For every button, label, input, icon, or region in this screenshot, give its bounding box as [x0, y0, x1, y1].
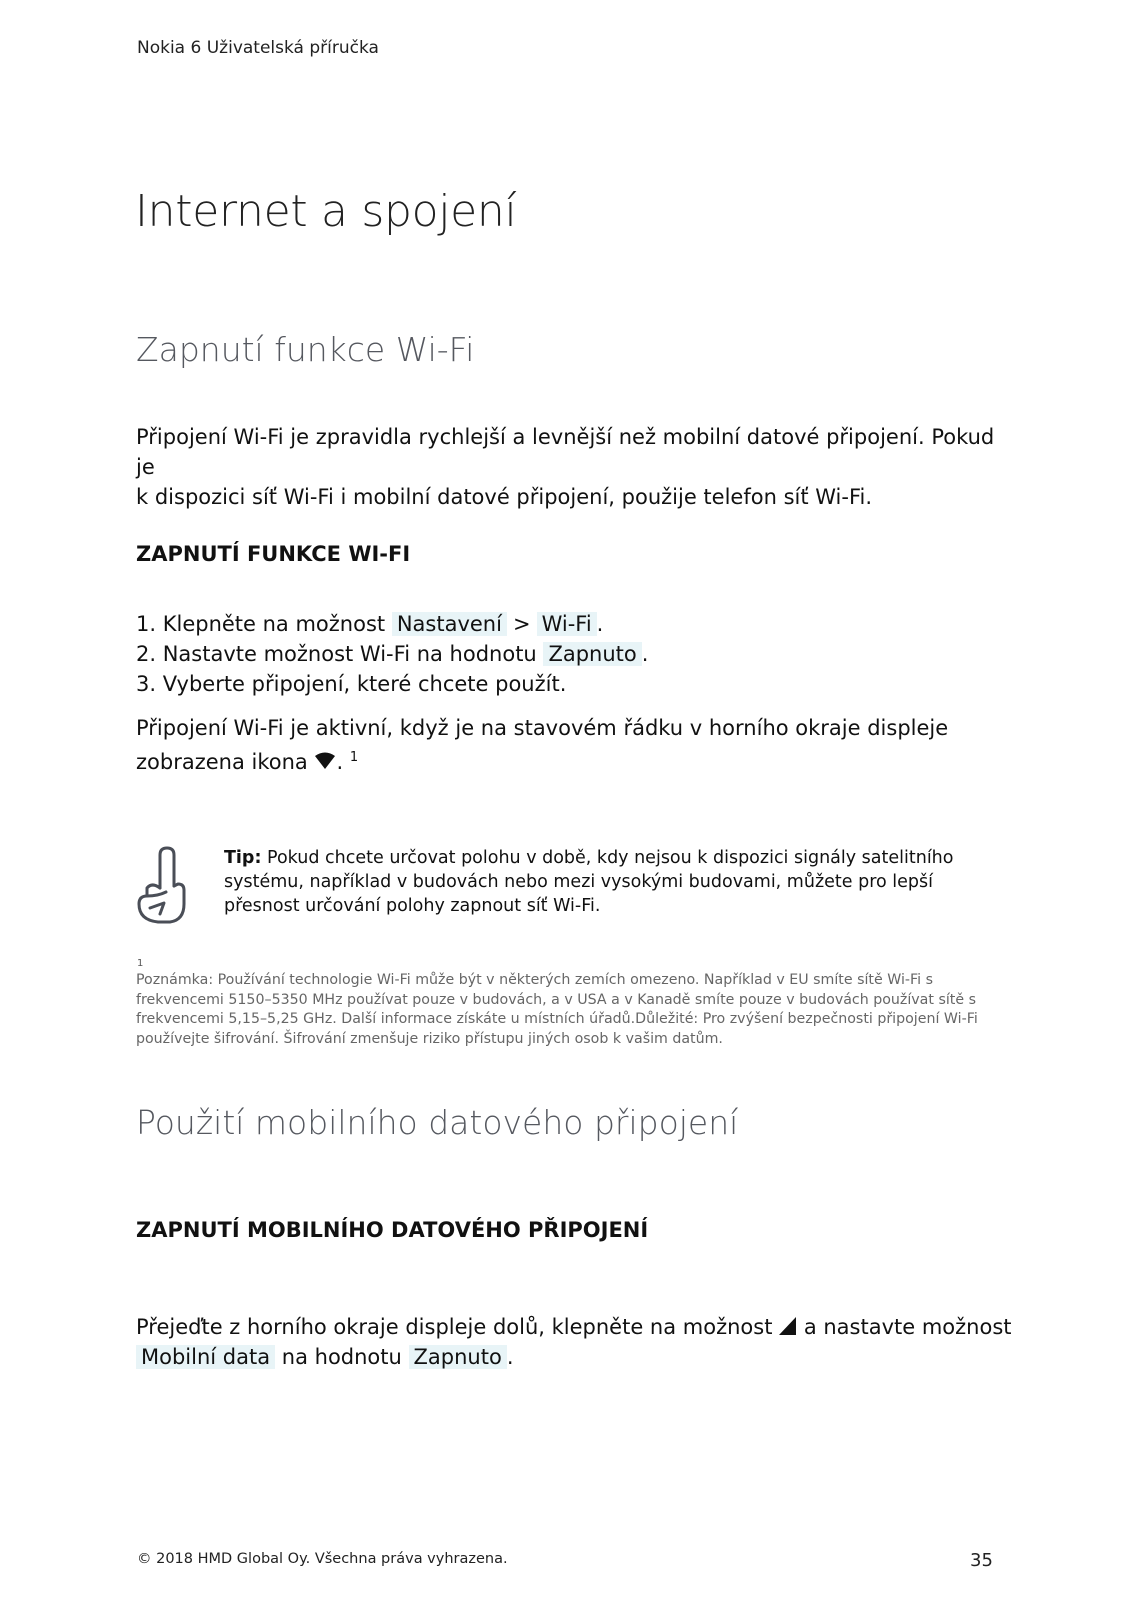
wifi-status-paragraph: [136, 713, 1006, 777]
signal-icon: [779, 1312, 797, 1342]
mobile-data-paragraph: [136, 1312, 1016, 1372]
footnote-reference[interactable]: 1: [349, 750, 359, 765]
settings-chip[interactable]: Nastavení: [392, 612, 507, 636]
page-number: 35: [970, 1550, 993, 1571]
pointing-hand-icon: [136, 846, 190, 926]
mobile-data-line-1-suffix: a nastavte možnost: [803, 1315, 1012, 1339]
wifi-status-period: .: [336, 750, 344, 774]
wifi-status-line-1: Připojení Wi-Fi je aktivní, když je na stavovém řádku v horního okraje displeje: [136, 716, 949, 740]
tip-label: Tip:: [224, 848, 262, 868]
wifi-steps-list: [136, 609, 1006, 699]
wifi-status-line-2: [136, 743, 1006, 777]
chapter-title: Internet a spojení: [135, 186, 517, 237]
mobile-data-line-1-text: Přejeďte z horního okraje displeje dolů, klepněte na možnost: [136, 1315, 773, 1339]
step-2-text: 2. Nastavte možnost Wi-Fi na hodnotu: [136, 642, 537, 666]
mobile-data-subheading: ZAPNUTÍ MOBILNÍHO DATOVÉHO PŘIPOJENÍ: [136, 1218, 649, 1242]
wifi-subheading: ZAPNUTÍ FUNKCE WI-FI: [136, 542, 411, 566]
mobile-data-line-1: [136, 1312, 1016, 1342]
step-3: 3. Vyberte připojení, které chcete použít.: [136, 672, 567, 696]
step-1: [136, 609, 1006, 639]
wifi-icon: [314, 747, 336, 777]
wifi-intro-paragraph: [136, 422, 1006, 512]
step-1-text: 1. Klepněte na možnost: [136, 612, 386, 636]
section-title-wifi: Zapnutí funkce Wi-Fi: [136, 330, 475, 369]
mobile-data-period: .: [506, 1345, 514, 1369]
step-1-period: .: [596, 612, 604, 636]
wifi-status-line-2-text: zobrazena ikona: [136, 750, 308, 774]
wifi-intro-line-2: k dispozici síť Wi-Fi i mobilní datové připojení, použije telefon síť Wi-Fi.: [136, 485, 873, 509]
tip-block: [136, 846, 1006, 936]
on-value-chip[interactable]: Zapnuto: [543, 642, 641, 666]
mobile-data-line-2-text: na hodnotu: [281, 1345, 402, 1369]
step-2-period: .: [641, 642, 649, 666]
mobile-data-line-2: [136, 1342, 1016, 1372]
footer-copyright: © 2018 HMD Global Oy. Všechna práva vyhrazena.: [137, 1551, 508, 1567]
on-value-chip-mobile[interactable]: Zapnuto: [409, 1345, 507, 1369]
section-title-mobile-data: Použití mobilního datového připojení: [136, 1103, 739, 1142]
step-2: [136, 639, 1006, 669]
footnote-text: Poznámka: Používání technologie Wi-Fi může být v některých zemích omezeno. Například v EU smíte sítě Wi-Fi s frekvencemi 5150–5350 MHz používat pouze v budovách, a v USA a v Kanadě smíte pouze v budovách používat sítě s frekvencemi 5,15–5,25 GHz. Další informace získáte u místních úřadů.Důležité: Pro zvýšení bezpečnosti připojení Wi-Fi používejte šifrování. Šifrování zmenšuje riziko přístupu jiných osob k vašim datům.: [136, 972, 978, 1047]
tip-text: Pokud chcete určovat polohu v době, kdy nejsou k dispozici signály satelitního systému, například v budovách nebo mezi vysokými budovami, můžete pro lepší přesnost určování polohy zapnout síť Wi-Fi.: [224, 848, 954, 916]
path-separator: >: [512, 612, 531, 636]
wifi-intro-line-1: Připojení Wi-Fi je zpravidla rychlejší a levnější než mobilní datové připojení. Pokud je: [136, 425, 995, 479]
wifi-chip[interactable]: Wi-Fi: [537, 612, 597, 636]
tip-text-block: [224, 846, 1014, 918]
mobile-data-chip[interactable]: Mobilní data: [136, 1345, 275, 1369]
running-header: Nokia 6 Uživatelská příručka: [137, 38, 379, 58]
footnote-mark: 1: [137, 958, 144, 969]
